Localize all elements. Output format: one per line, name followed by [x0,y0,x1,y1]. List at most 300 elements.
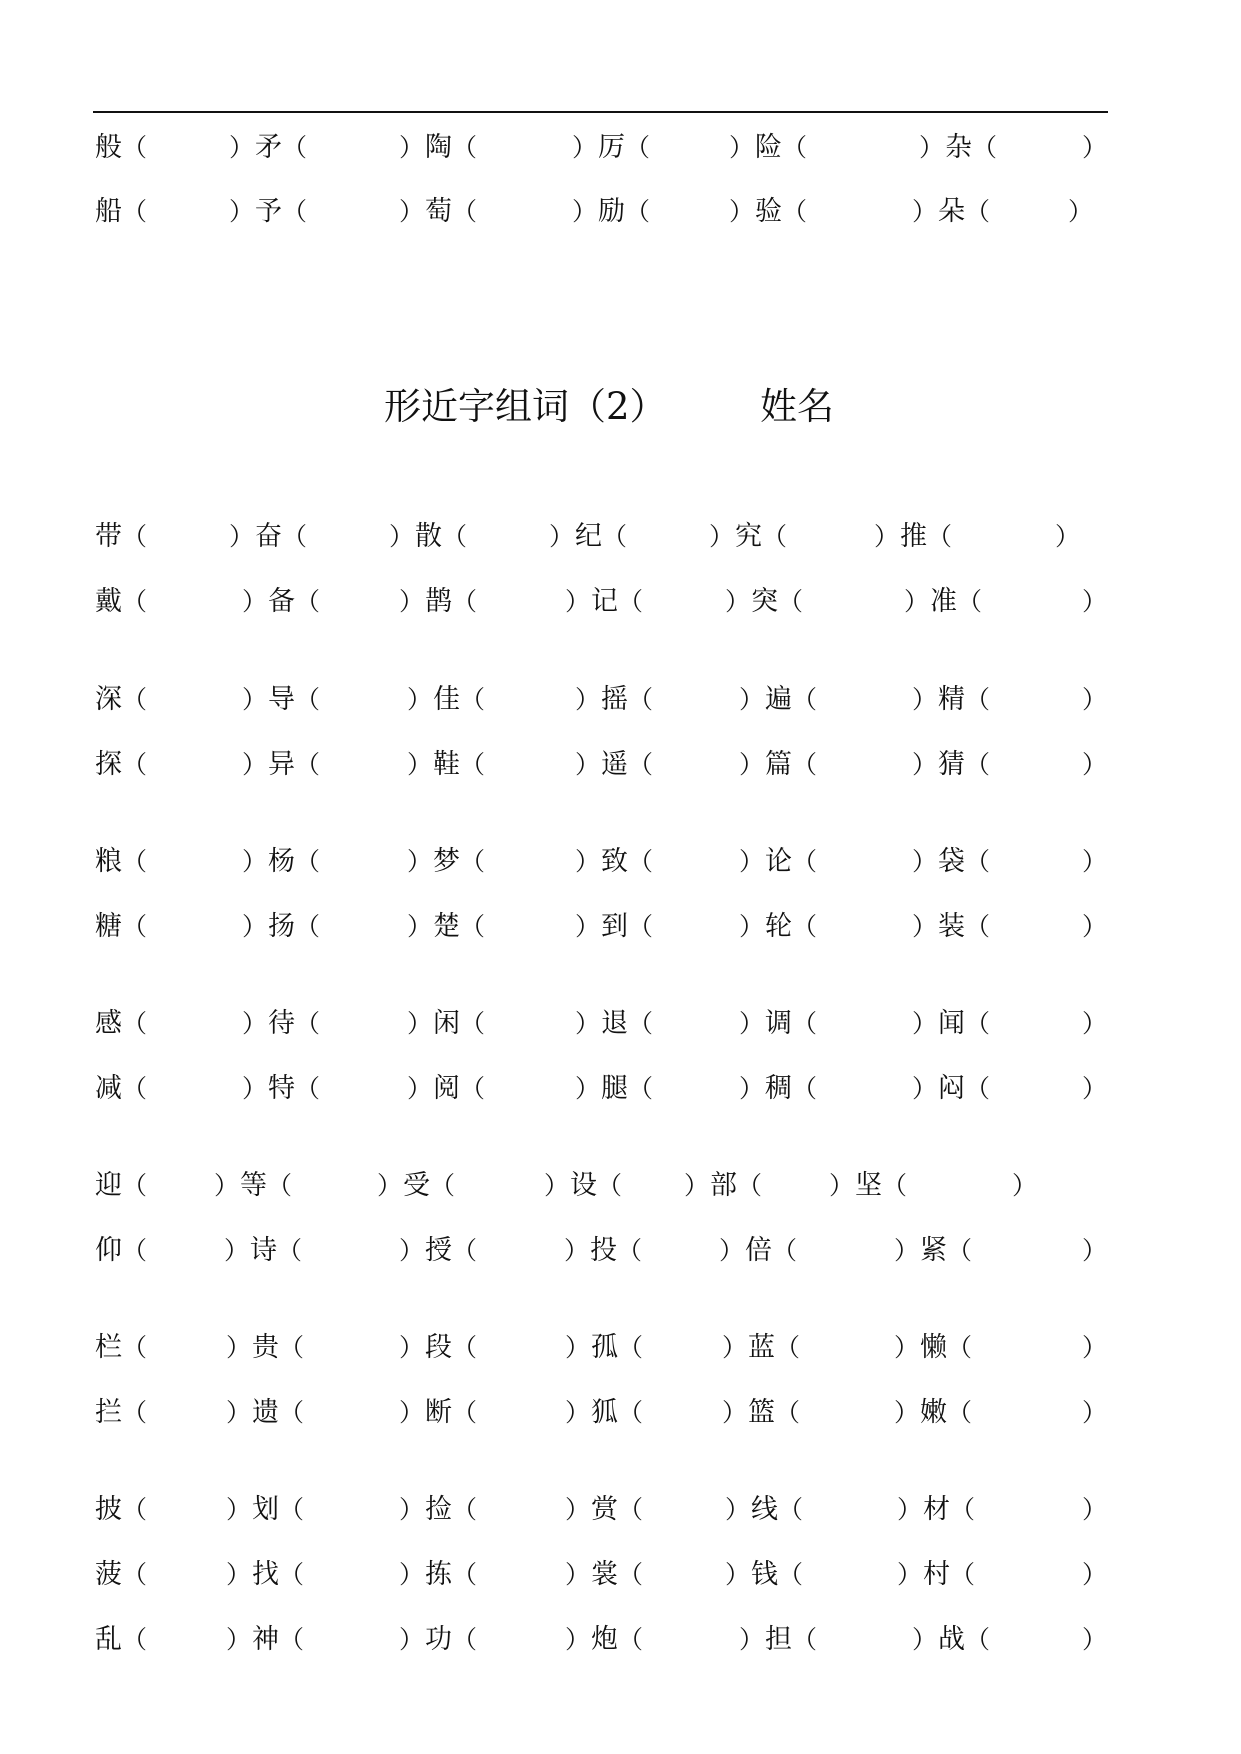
open-paren: （ [452,1560,478,1589]
character-entry [923,1490,975,1530]
close-paren: ） [565,1560,591,1589]
answer-blank-close[interactable] [1082,745,1107,785]
answer-blank-close[interactable] [229,192,254,232]
answer-blank-close[interactable] [226,1490,251,1530]
answer-blank-close[interactable] [739,1004,764,1044]
character-entry [591,1490,643,1530]
answer-blank-close[interactable] [912,1069,937,1109]
character: 探 [95,749,122,780]
character-entry [570,1166,622,1206]
close-paren: ） [242,912,268,941]
close-paren: ） [399,197,425,226]
character-entry [945,128,997,168]
character-entry [433,1004,485,1044]
answer-blank-close[interactable] [897,1555,922,1595]
word-pair-row [0,1328,1241,1368]
close-paren: ） [1068,197,1094,226]
word-pair-row [0,1004,1241,1044]
answer-blank-close[interactable] [1068,192,1093,232]
answer-blank-close[interactable] [377,1166,402,1206]
answer-blank-close[interactable] [725,1555,750,1595]
answer-blank-close[interactable] [399,192,424,232]
close-paren: ） [874,522,900,551]
answer-blank-close[interactable] [226,1393,251,1433]
close-paren: ） [729,133,755,162]
open-paren: （ [618,587,644,616]
character: 阅 [433,1073,460,1104]
answer-blank-close[interactable] [565,1620,590,1660]
open-paren: （ [295,912,321,941]
open-paren: （ [625,197,651,226]
character: 粮 [95,846,122,877]
character-entry [425,1393,477,1433]
open-paren: （ [965,750,991,779]
close-paren: ） [229,197,255,226]
close-paren: ） [549,522,575,551]
character-entry [765,745,817,785]
character-entry [252,1555,304,1595]
answer-blank-close[interactable] [575,680,600,720]
answer-blank-close[interactable] [565,1393,590,1433]
close-paren: ） [739,847,765,876]
character: 备 [268,586,295,617]
close-paren: ） [226,1495,252,1524]
answer-blank-close[interactable] [1082,1004,1107,1044]
answer-blank-close[interactable] [407,907,432,947]
character: 轮 [765,911,792,942]
open-paren: （ [452,1625,478,1654]
close-paren: ） [1082,1236,1108,1265]
answer-blank-close[interactable] [725,1490,750,1530]
answer-blank-close[interactable] [407,842,432,882]
character: 拦 [95,1397,122,1428]
close-paren: ） [229,522,255,551]
character-entry [268,745,320,785]
close-paren: ） [575,1009,601,1038]
answer-blank-close[interactable] [912,192,937,232]
open-paren: （ [460,1009,486,1038]
answer-blank-close[interactable] [1082,907,1107,947]
character: 袋 [938,846,965,877]
character-entry [95,517,147,557]
word-pair-row [0,1166,1241,1206]
close-paren: ） [912,197,938,226]
character-entry [591,1328,643,1368]
character-entry [765,907,817,947]
answer-blank-close[interactable] [565,1555,590,1595]
answer-blank-close[interactable] [912,745,937,785]
answer-blank-close[interactable] [399,582,424,622]
answer-blank-close[interactable] [565,1490,590,1530]
answer-blank-close[interactable] [1082,582,1107,622]
close-paren: ） [399,133,425,162]
close-paren: ） [739,685,765,714]
character-entry [95,1490,147,1530]
character-entry [268,842,320,882]
character-entry [433,680,485,720]
character: 装 [938,911,965,942]
character: 厉 [598,132,625,163]
character: 突 [751,586,778,617]
character: 糖 [95,911,122,942]
character: 战 [938,1624,965,1655]
character: 篇 [765,749,792,780]
answer-blank-close[interactable] [739,680,764,720]
answer-blank-close[interactable] [739,1620,764,1660]
open-paren: （ [628,750,654,779]
open-paren: （ [452,587,478,616]
answer-blank-close[interactable] [575,1004,600,1044]
character: 闷 [938,1073,965,1104]
character: 励 [598,196,625,227]
character: 拣 [425,1559,452,1590]
answer-blank-close[interactable] [242,582,267,622]
answer-blank-close[interactable] [242,1004,267,1044]
close-paren: ） [1082,1333,1108,1362]
open-paren: （ [618,1625,644,1654]
answer-blank-close[interactable] [242,1069,267,1109]
character-entry [255,517,307,557]
close-paren: ） [1082,1009,1108,1038]
answer-blank-close[interactable] [897,1490,922,1530]
open-paren: （ [947,1236,973,1265]
close-paren: ） [565,1495,591,1524]
close-paren: ） [565,587,591,616]
character-entry [433,842,485,882]
open-paren: （ [778,1560,804,1589]
answer-blank-close[interactable] [1082,1231,1107,1271]
answer-blank-close[interactable] [407,1069,432,1109]
character: 捡 [425,1494,452,1525]
answer-blank-close[interactable] [1082,1620,1107,1660]
answer-blank-close[interactable] [226,1328,251,1368]
answer-blank-close[interactable] [684,1166,709,1206]
character-entry [765,1004,817,1044]
answer-blank-close[interactable] [1012,1166,1037,1206]
answer-blank-close[interactable] [407,680,432,720]
character-entry [598,128,650,168]
answer-blank-close[interactable] [565,582,590,622]
character: 验 [755,196,782,227]
close-paren: ） [1082,1398,1108,1427]
character-entry [255,192,307,232]
character: 楚 [433,911,460,942]
answer-blank-close[interactable] [399,1328,424,1368]
close-paren: ） [575,685,601,714]
answer-blank-close[interactable] [229,517,254,557]
character-entry [601,1069,653,1109]
character: 设 [570,1170,597,1201]
answer-blank-close[interactable] [739,745,764,785]
close-paren: ） [725,587,751,616]
open-paren: （ [782,133,808,162]
close-paren: ） [399,1495,425,1524]
answer-blank-close[interactable] [894,1393,919,1433]
answer-blank-close[interactable] [564,1231,589,1271]
character-entry [240,1166,292,1206]
open-paren: （ [295,587,321,616]
open-paren: （ [279,1625,305,1654]
answer-blank-close[interactable] [575,842,600,882]
answer-blank-close[interactable] [912,1004,937,1044]
character-entry [433,1069,485,1109]
character-entry [252,1620,304,1660]
open-paren: （ [460,750,486,779]
answer-blank-close[interactable] [242,745,267,785]
word-pair-row [0,1393,1241,1433]
answer-blank-close[interactable] [226,1555,251,1595]
character-entry [938,907,990,947]
character-entry [920,1328,972,1368]
open-paren: （ [965,912,991,941]
answer-blank-close[interactable] [399,128,424,168]
open-paren: （ [430,1171,456,1200]
open-paren: （ [950,1495,976,1524]
word-pair-row [0,1620,1241,1660]
answer-blank-close[interactable] [399,1555,424,1595]
close-paren: ） [214,1171,240,1200]
answer-blank-close[interactable] [894,1231,919,1271]
character-entry [95,842,147,882]
open-paren: （ [737,1171,763,1200]
character-entry [95,128,147,168]
character-entry [95,192,147,232]
open-paren: （ [618,1398,644,1427]
character: 戴 [95,586,122,617]
character: 予 [255,196,282,227]
answer-blank-close[interactable] [1055,517,1080,557]
answer-blank-close[interactable] [407,745,432,785]
answer-blank-close[interactable] [399,1490,424,1530]
word-pair-row [0,582,1241,622]
character: 深 [95,684,122,715]
character-entry [95,1555,147,1595]
character: 炮 [591,1624,618,1655]
answer-blank-close[interactable] [224,1231,249,1271]
character-entry [95,1328,147,1368]
character-entry [938,1620,990,1660]
answer-blank-close[interactable] [1082,1555,1107,1595]
character-entry [938,1069,990,1109]
answer-blank-close[interactable] [407,1004,432,1044]
character-entry [95,907,147,947]
open-paren: （ [282,133,308,162]
close-paren: ） [912,847,938,876]
character-entry [95,1231,147,1271]
character-entry [748,1328,800,1368]
answer-blank-close[interactable] [399,1620,424,1660]
close-paren: ） [739,1625,765,1654]
character: 闻 [938,1008,965,1039]
answer-blank-close[interactable] [399,1393,424,1433]
answer-blank-close[interactable] [242,907,267,947]
close-paren: ） [739,1074,765,1103]
answer-blank-close[interactable] [912,907,937,947]
answer-blank-close[interactable] [919,128,944,168]
close-paren: ） [242,1009,268,1038]
answer-blank-close[interactable] [575,745,600,785]
close-paren: ） [564,1236,590,1265]
answer-blank-close[interactable] [1082,128,1107,168]
character-entry [95,1393,147,1433]
open-paren: （ [122,685,148,714]
answer-blank-close[interactable] [226,1620,251,1660]
close-paren: ） [565,1398,591,1427]
close-paren: ） [377,1171,403,1200]
close-paren: ） [725,1560,751,1589]
close-paren: ） [226,1560,252,1589]
open-paren: （ [625,133,651,162]
character: 坚 [855,1170,882,1201]
open-paren: （ [792,847,818,876]
open-paren: （ [122,1398,148,1427]
open-paren: （ [282,522,308,551]
character-entry [938,1004,990,1044]
answer-blank-close[interactable] [709,517,734,557]
character: 带 [95,521,122,552]
answer-blank-close[interactable] [722,1393,747,1433]
open-paren: （ [950,1560,976,1589]
answer-blank-close[interactable] [549,517,574,557]
close-paren: ） [226,1625,252,1654]
character-entry [938,745,990,785]
open-paren: （ [618,1560,644,1589]
answer-blank-close[interactable] [729,192,754,232]
open-paren: （ [122,1171,148,1200]
answer-blank-close[interactable] [719,1231,744,1271]
open-paren: （ [122,587,148,616]
open-paren: （ [972,133,998,162]
answer-blank-close[interactable] [565,1328,590,1368]
character-entry [268,680,320,720]
close-paren: ） [1055,522,1081,551]
answer-blank-close[interactable] [725,582,750,622]
answer-blank-close[interactable] [389,517,414,557]
open-paren: （ [628,685,654,714]
open-paren: （ [122,750,148,779]
close-paren: ） [894,1333,920,1362]
open-paren: （ [792,1009,818,1038]
close-paren: ） [912,1625,938,1654]
open-paren: （ [122,522,148,551]
answer-blank-close[interactable] [1082,1490,1107,1530]
character: 退 [601,1008,628,1039]
answer-blank-close[interactable] [575,1069,600,1109]
answer-blank-close[interactable] [722,1328,747,1368]
open-paren: （ [882,1171,908,1200]
character: 论 [765,846,792,877]
close-paren: ） [242,587,268,616]
character: 险 [755,132,782,163]
character-entry [923,1555,975,1595]
character-entry [425,1620,477,1660]
close-paren: ） [894,1398,920,1427]
character: 栏 [95,1332,122,1363]
character: 投 [590,1235,617,1266]
close-paren: ） [389,522,415,551]
answer-blank-close[interactable] [1082,1328,1107,1368]
character: 受 [403,1170,430,1201]
character-entry [755,192,807,232]
answer-blank-close[interactable] [739,1069,764,1109]
answer-blank-close[interactable] [894,1328,919,1368]
character-entry [268,907,320,947]
character-entry [255,128,307,168]
answer-blank-close[interactable] [399,1231,424,1271]
answer-blank-close[interactable] [739,842,764,882]
answer-blank-close[interactable] [1082,680,1107,720]
answer-blank-close[interactable] [572,128,597,168]
answer-blank-close[interactable] [575,907,600,947]
answer-blank-close[interactable] [242,842,267,882]
open-paren: （ [792,912,818,941]
open-paren: （ [282,197,308,226]
close-paren: ） [575,1074,601,1103]
close-paren: ） [242,685,268,714]
answer-blank-close[interactable] [214,1166,239,1206]
answer-blank-close[interactable] [572,192,597,232]
answer-blank-close[interactable] [1082,1069,1107,1109]
answer-blank-close[interactable] [739,907,764,947]
character: 找 [252,1559,279,1590]
open-paren: （ [792,685,818,714]
open-paren: （ [122,1625,148,1654]
open-paren: （ [965,685,991,714]
open-paren: （ [460,1074,486,1103]
answer-blank-close[interactable] [912,1620,937,1660]
answer-blank-close[interactable] [544,1166,569,1206]
character: 菠 [95,1559,122,1590]
answer-blank-close[interactable] [904,582,929,622]
close-paren: ） [719,1236,745,1265]
answer-blank-close[interactable] [874,517,899,557]
answer-blank-close[interactable] [229,128,254,168]
close-paren: ） [912,912,938,941]
character: 部 [710,1170,737,1201]
open-paren: （ [957,587,983,616]
character-entry [433,745,485,785]
close-paren: ） [919,133,945,162]
character: 梦 [433,846,460,877]
word-pair-row [0,1069,1241,1109]
close-paren: ） [1082,133,1108,162]
open-paren: （ [122,1074,148,1103]
character-entry [920,1393,972,1433]
open-paren: （ [965,197,991,226]
character-entry [591,1393,643,1433]
character: 仰 [95,1235,122,1266]
answer-blank-close[interactable] [729,128,754,168]
open-paren: （ [597,1171,623,1200]
close-paren: ） [1082,1074,1108,1103]
open-paren: （ [460,685,486,714]
answer-blank-close[interactable] [912,842,937,882]
character-entry [252,1328,304,1368]
open-paren: （ [792,750,818,779]
character: 鹊 [425,586,452,617]
close-paren: ） [829,1171,855,1200]
character-entry [425,1328,477,1368]
answer-blank-close[interactable] [912,680,937,720]
answer-blank-close[interactable] [1082,1393,1107,1433]
answer-blank-close[interactable] [242,680,267,720]
close-paren: ） [544,1171,570,1200]
character-entry [95,1620,147,1660]
answer-blank-close[interactable] [1082,842,1107,882]
answer-blank-close[interactable] [829,1166,854,1206]
open-paren: （ [452,1398,478,1427]
character: 闲 [433,1008,460,1039]
